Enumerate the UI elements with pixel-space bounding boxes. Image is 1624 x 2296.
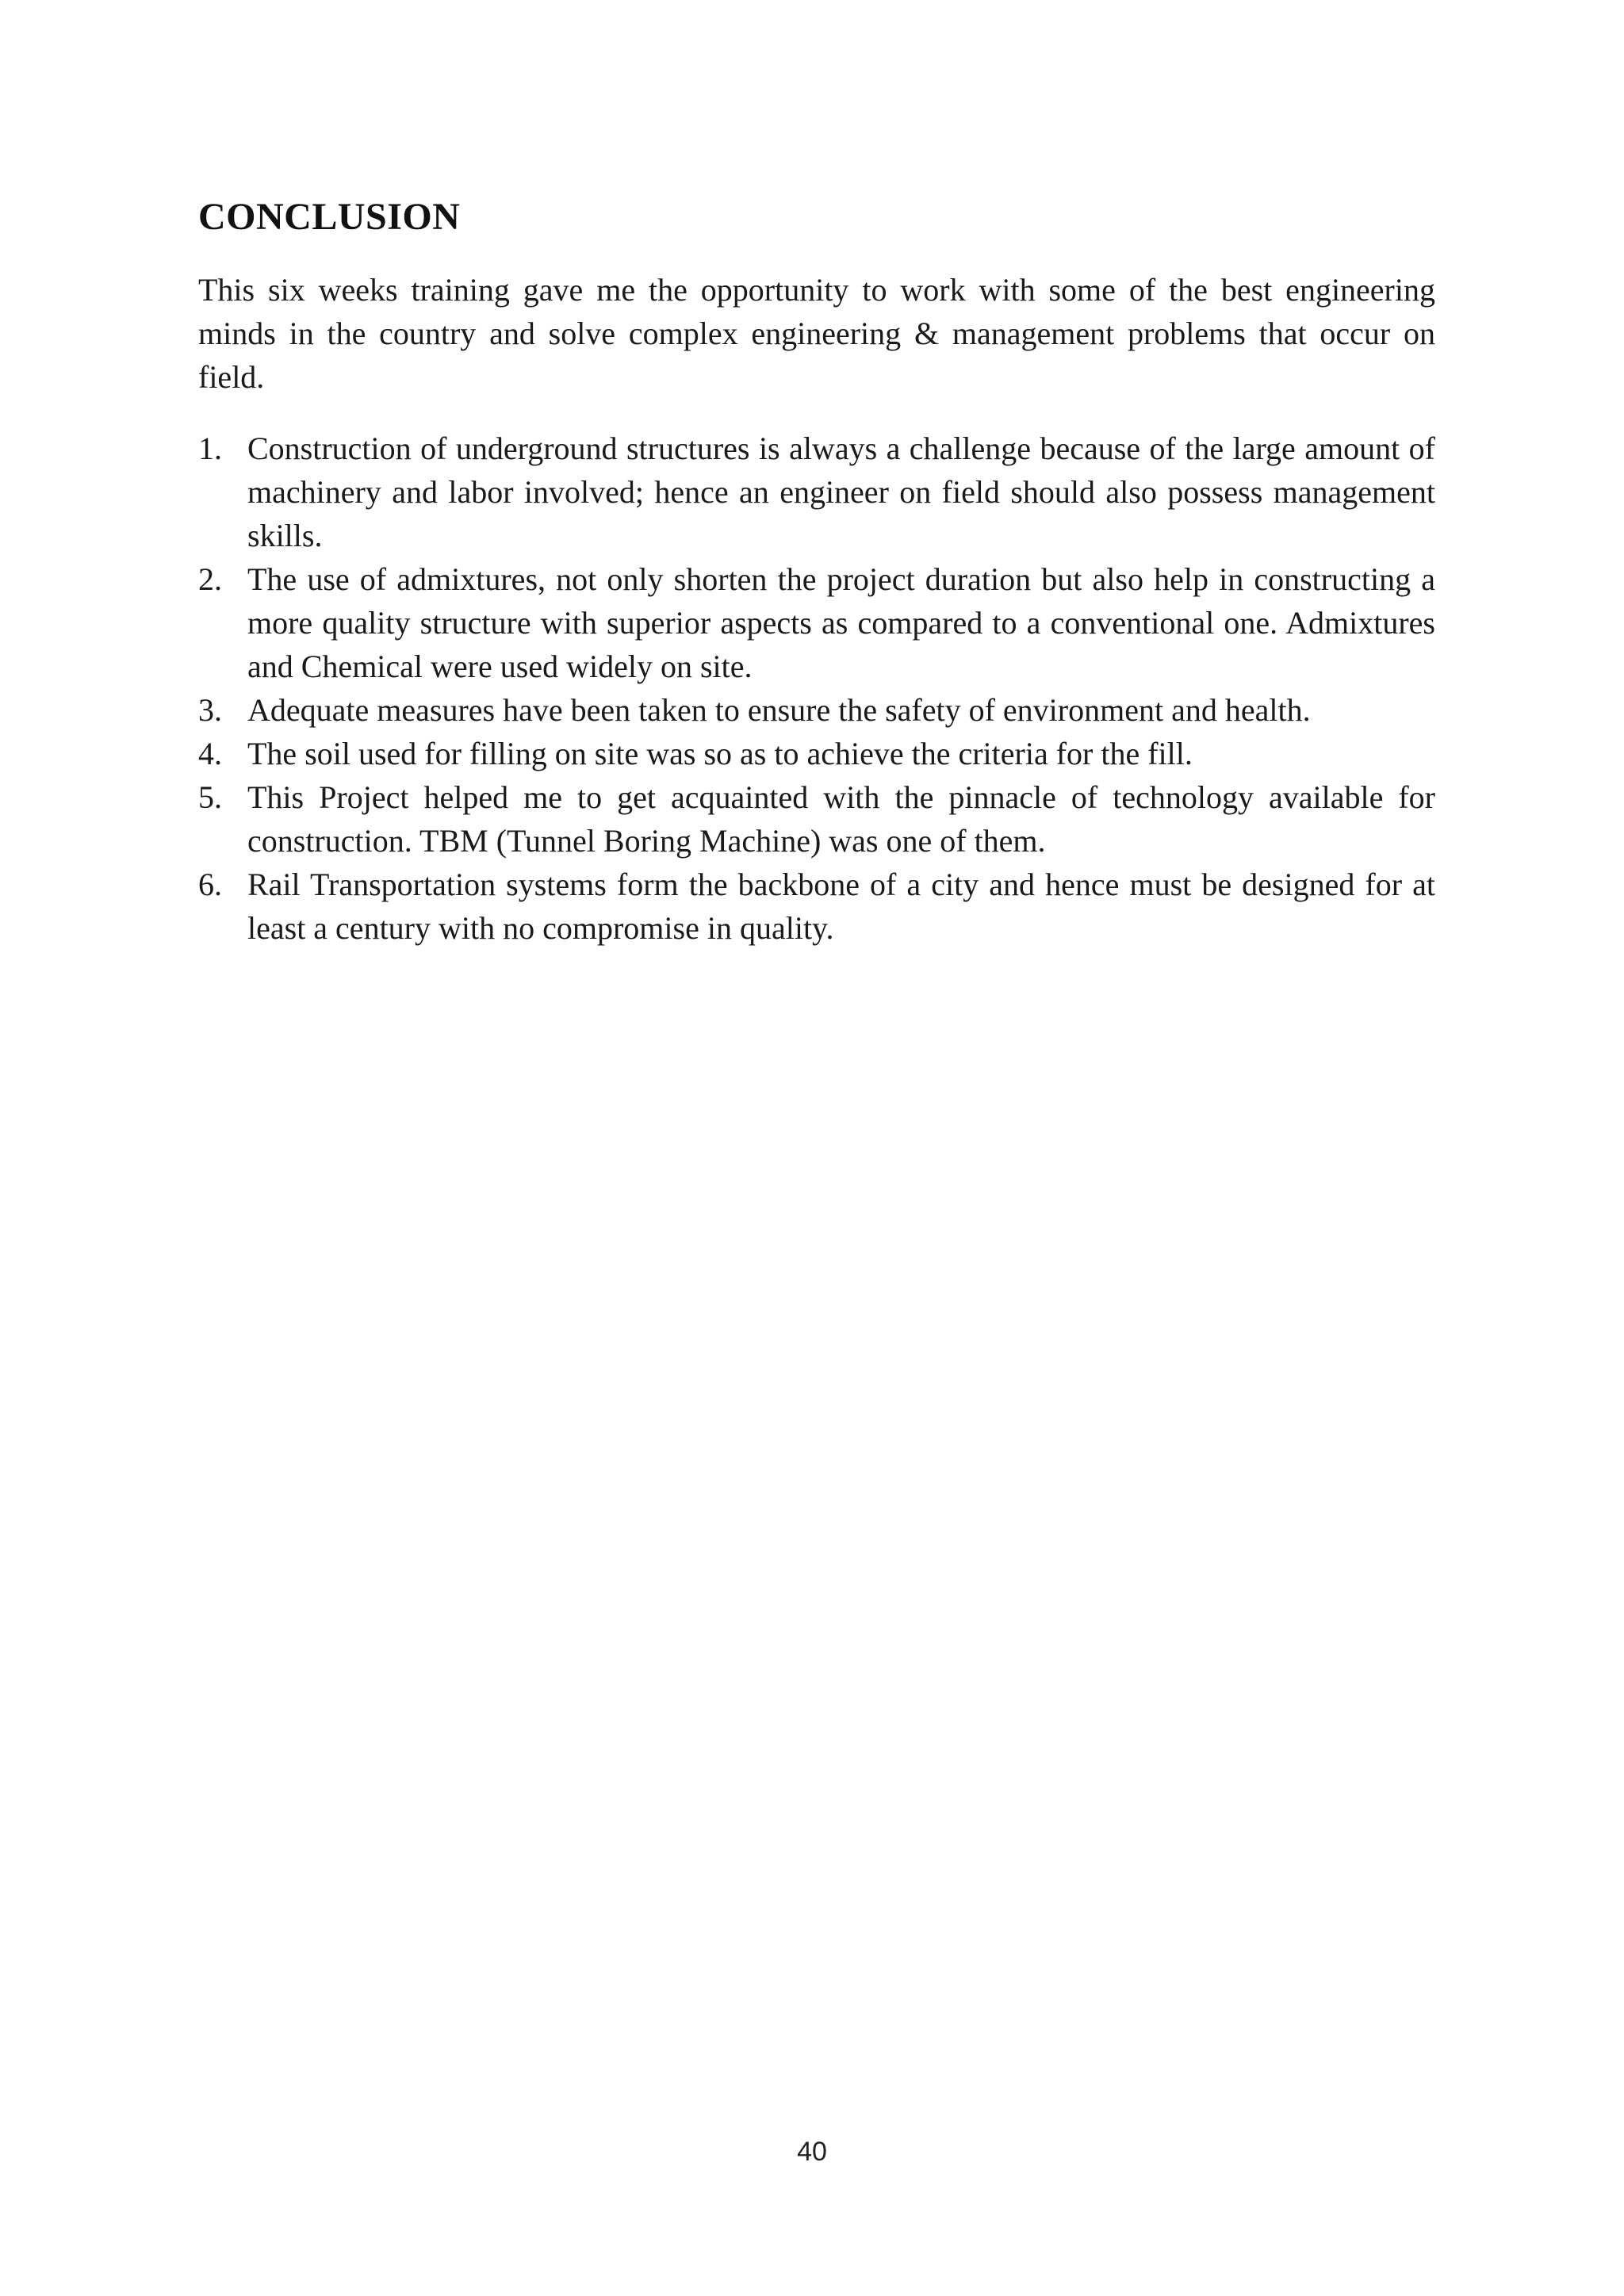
list-item-number: 5. — [198, 779, 222, 815]
list-item-number: 2. — [198, 561, 222, 597]
conclusion-list — [198, 427, 1435, 950]
list-item-text: This Project helped me to get acquainted with the pinnacle of technology available for construction. TBM (Tunnel Boring Machine) was one of them. — [247, 779, 1435, 859]
list-item — [198, 775, 1435, 863]
intro-paragraph: This six weeks training gave me the opportunity to work with some of the best engineering minds in the country and solve complex engineering & management problems that occur on field. — [198, 272, 1435, 395]
page-number: 40 — [797, 2137, 827, 2167]
list-item-text: The soil used for filling on site was so as to achieve the criteria for the fill. — [247, 736, 1193, 771]
list-item-number: 6. — [198, 867, 222, 902]
section-heading: CONCLUSION — [198, 196, 461, 238]
list-item-text: Rail Transportation systems form the backbone of a city and hence must be designed for at least a century with no compromise in quality. — [247, 867, 1435, 946]
list-item — [198, 557, 1435, 688]
list-item — [198, 427, 1435, 557]
list-item-text: Construction of underground structures is always a challenge because of the large amount of machinery and labor involved; hence an engineer on field should also possess management skills. — [247, 430, 1435, 553]
list-item-number: 1. — [198, 430, 222, 466]
list-item-number: 3. — [198, 692, 222, 728]
list-item — [198, 863, 1435, 950]
list-item — [198, 688, 1435, 732]
list-item-text: The use of admixtures, not only shorten the project duration but also help in constructing a more quality structure with superior aspects as compared to a conventional one. Admixtures and Chemical were used widely on site. — [247, 561, 1435, 684]
list-item — [198, 732, 1435, 775]
list-item-number: 4. — [198, 736, 222, 771]
list-item-text: Adequate measures have been taken to ensure the safety of environment and health. — [247, 692, 1311, 728]
